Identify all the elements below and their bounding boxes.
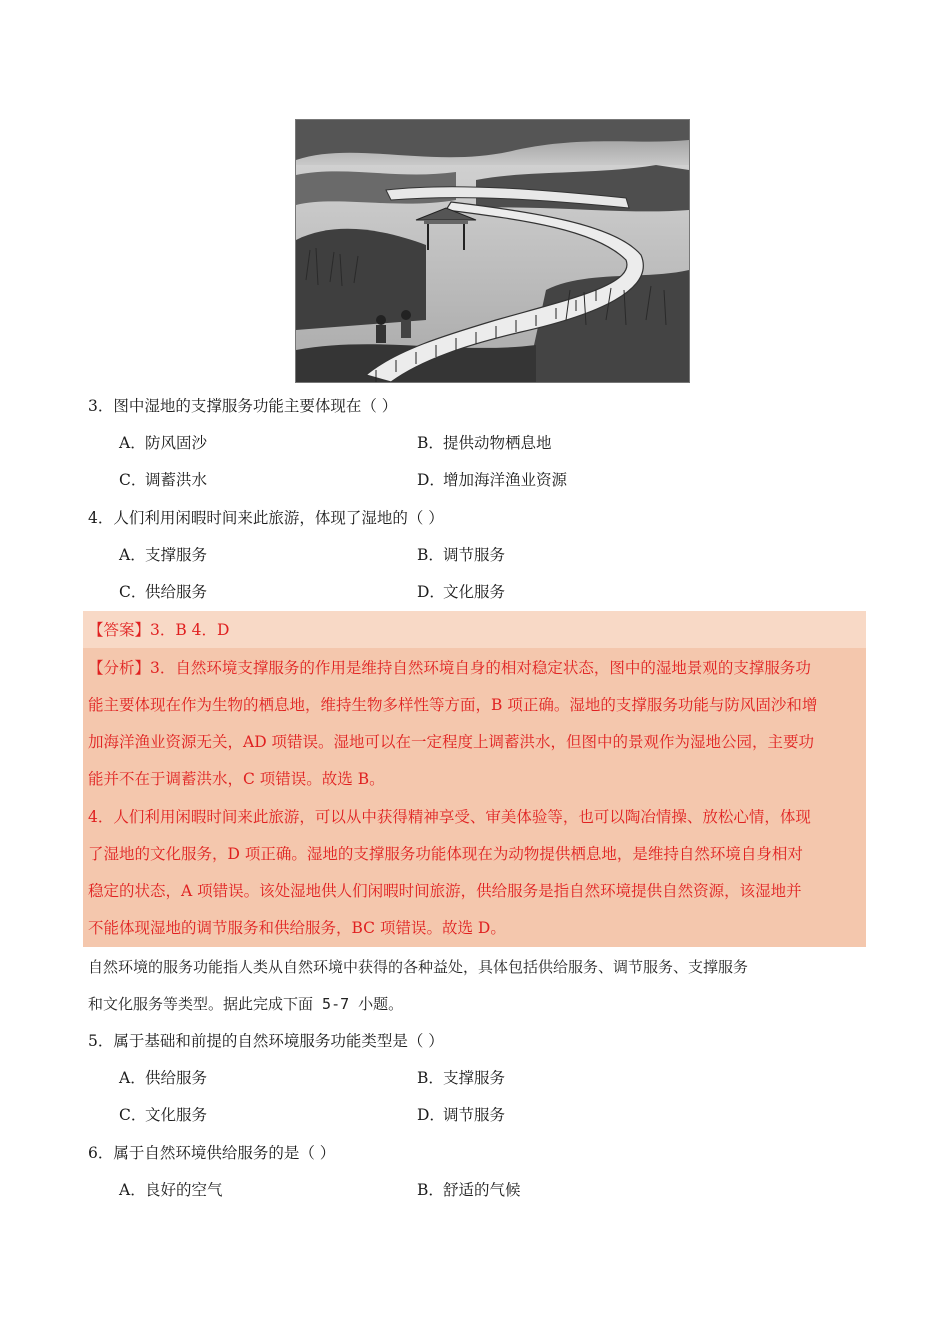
question-6-stem: 6．属于自然环境供给服务的是（ ） bbox=[88, 1144, 336, 1162]
option-key: C． bbox=[119, 471, 147, 489]
option-text: 文化服务 bbox=[443, 583, 506, 601]
option-key: D． bbox=[417, 583, 445, 601]
option-key: A． bbox=[119, 1069, 146, 1087]
question-6-option-b bbox=[417, 1179, 521, 1201]
option-key: A． bbox=[119, 546, 146, 564]
answer-analysis-box bbox=[83, 611, 866, 947]
option-text: 支撑服务 bbox=[145, 546, 208, 564]
analysis-line: 能主要体现在作为生物的栖息地，维持生物多样性等方面，B 项正确。湿地的支撑服务功能与防风固沙和增 bbox=[88, 696, 818, 714]
wetland-photo bbox=[295, 119, 690, 383]
question-5-stem: 5．属于基础和前提的自然环境服务功能类型是（ ） bbox=[88, 1032, 444, 1050]
option-text: 增加海洋渔业资源 bbox=[443, 471, 568, 489]
option-text: 提供动物栖息地 bbox=[443, 434, 552, 452]
intro-paragraph-line-2: 和文化服务等类型。据此完成下面 5-7 小题。 bbox=[88, 995, 404, 1013]
analysis-line: 【分析】3．自然环境支撑服务的作用是维持自然环境自身的相对稳定状态，图中的湿地景观的支撑服务功 bbox=[88, 659, 811, 677]
analysis-line: 4．人们利用闲暇时间来此旅游，可以从中获得精神享受、审美体验等，也可以陶冶情操、放松心情，体现 bbox=[88, 808, 811, 826]
option-key: A． bbox=[119, 1181, 146, 1199]
question-4-option-c bbox=[119, 581, 207, 603]
option-text: 舒适的气候 bbox=[443, 1181, 521, 1199]
question-5-option-a bbox=[119, 1067, 207, 1089]
option-key: C． bbox=[119, 1106, 147, 1124]
option-text: 调节服务 bbox=[443, 1106, 506, 1124]
option-key: B． bbox=[417, 1181, 444, 1199]
option-key: D． bbox=[417, 471, 445, 489]
option-text: 调蓄洪水 bbox=[145, 471, 208, 489]
question-5-option-b bbox=[417, 1067, 505, 1089]
question-4-option-d bbox=[417, 581, 505, 603]
option-key: C． bbox=[119, 583, 147, 601]
option-key: D． bbox=[417, 1106, 445, 1124]
option-text: 文化服务 bbox=[145, 1106, 208, 1124]
analysis-line: 了湿地的文化服务，D 项正确。湿地的支撑服务功能体现在为动物提供栖息地，是维持自然环境自身相对 bbox=[88, 845, 803, 863]
option-text: 良好的空气 bbox=[145, 1181, 223, 1199]
analysis-line: 稳定的状态，A 项错误。该处湿地供人们闲暇时间旅游，供给服务是指自然环境提供自然资源，该湿地并 bbox=[88, 882, 802, 900]
question-4-stem: 4．人们利用闲暇时间来此旅游，体现了湿地的（ ） bbox=[88, 509, 444, 527]
question-3-stem: 3．图中湿地的支撑服务功能主要体现在（ ） bbox=[88, 397, 398, 415]
option-text: 供给服务 bbox=[145, 583, 208, 601]
question-4-option-a bbox=[119, 544, 207, 566]
analysis-line: 加海洋渔业资源无关，AD 项错误。湿地可以在一定程度上调蓄洪水，但图中的景观作为湿地公园，主要功 bbox=[88, 733, 815, 751]
option-text: 调节服务 bbox=[443, 546, 506, 564]
analysis-line: 不能体现湿地的调节服务和供给服务，BC 项错误。故选 D。 bbox=[88, 919, 506, 937]
question-5-option-c bbox=[119, 1104, 207, 1126]
question-3-option-d bbox=[417, 469, 567, 491]
intro-paragraph-line-1: 自然环境的服务功能指人类从自然环境中获得的各种益处，具体包括供给服务、调节服务、支撑服务 bbox=[88, 958, 749, 976]
option-text: 防风固沙 bbox=[145, 434, 208, 452]
question-4-option-b bbox=[417, 544, 505, 566]
option-key: A． bbox=[119, 434, 146, 452]
option-key: B． bbox=[417, 546, 444, 564]
analysis-line: 能并不在于调蓄洪水，C 项错误。故选 B。 bbox=[88, 770, 385, 788]
question-3-option-a bbox=[119, 432, 207, 454]
answer-line: 【答案】3．B 4．D bbox=[88, 621, 230, 639]
option-text: 支撑服务 bbox=[443, 1069, 506, 1087]
option-key: B． bbox=[417, 434, 444, 452]
wetland-photo-image bbox=[296, 120, 689, 382]
question-5-option-d bbox=[417, 1104, 505, 1126]
question-3-option-c bbox=[119, 469, 207, 491]
question-3-option-b bbox=[417, 432, 552, 454]
option-key: B． bbox=[417, 1069, 444, 1087]
question-6-option-a bbox=[119, 1179, 223, 1201]
option-text: 供给服务 bbox=[145, 1069, 208, 1087]
